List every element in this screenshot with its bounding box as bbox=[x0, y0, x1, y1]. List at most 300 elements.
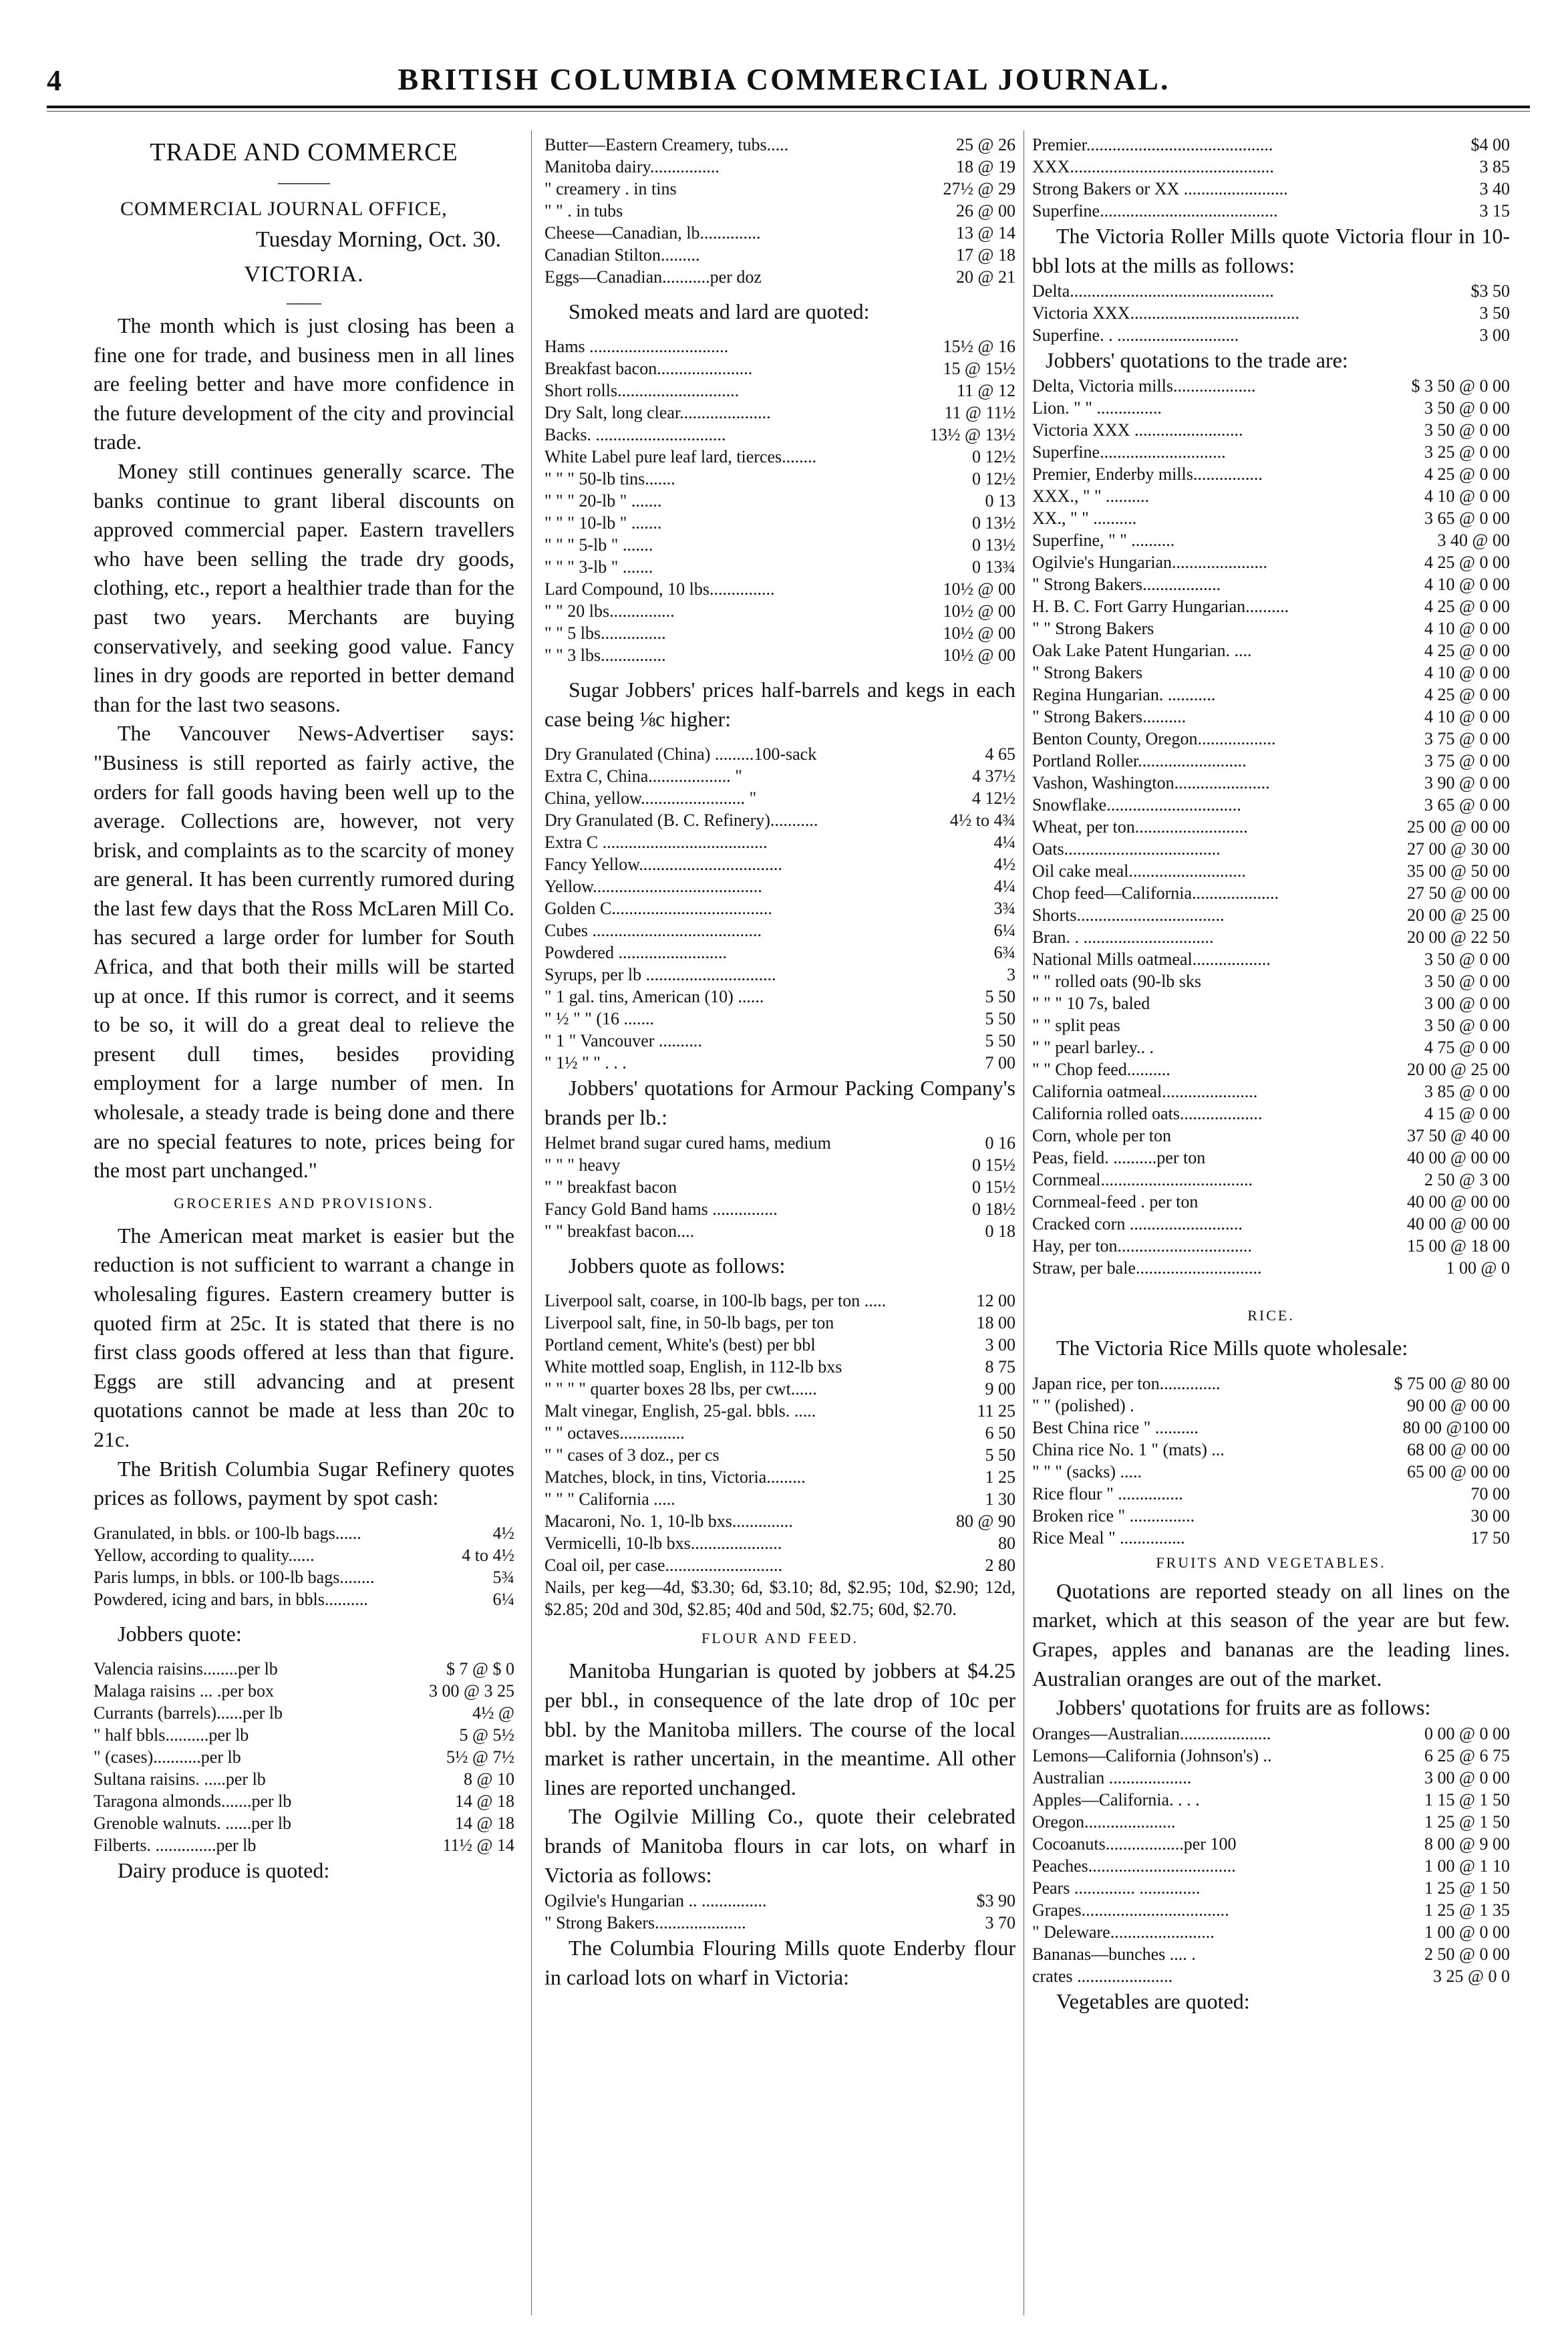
item-price: 1 25 @ 1 50 bbox=[1424, 1878, 1510, 1898]
price-row bbox=[544, 244, 1015, 266]
item-label: " " " heavy bbox=[544, 1155, 621, 1175]
item-price: 2 50 @ 3 00 bbox=[1424, 1170, 1510, 1190]
item-price: 13 @ 14 bbox=[956, 223, 1015, 243]
item-price: 0 12½ bbox=[972, 469, 1015, 488]
item-price: 15 00 @ 18 00 bbox=[1407, 1236, 1510, 1256]
rice-heading: RICE. bbox=[1247, 1307, 1295, 1324]
enderby-price-list bbox=[1032, 134, 1510, 222]
item-price: 6¼ bbox=[492, 1589, 514, 1609]
item-price: 35 00 @ 50 00 bbox=[1407, 861, 1510, 881]
item-price: 10½ @ 00 bbox=[943, 601, 1015, 621]
sugar-price-list bbox=[544, 743, 1015, 1074]
item-label: Australian ................... bbox=[1032, 1767, 1192, 1787]
item-price: 18 @ 19 bbox=[956, 157, 1015, 176]
item-label: " " 3 lbs............... bbox=[544, 645, 666, 665]
price-row bbox=[1032, 375, 1510, 397]
groceries-body bbox=[94, 1221, 514, 1513]
item-label: " " 20 lbs............... bbox=[544, 601, 675, 621]
item-label: " Deleware........................ bbox=[1032, 1922, 1215, 1942]
price-row bbox=[544, 964, 1015, 986]
dairy-price-list bbox=[544, 134, 1015, 288]
price-row bbox=[1032, 794, 1510, 816]
item-price: 20 00 @ 25 00 bbox=[1407, 1060, 1510, 1080]
item-label: Cubes ....................................... bbox=[544, 921, 762, 941]
item-label: Wheat, per ton.......................... bbox=[1032, 817, 1248, 837]
item-label: Vermicelli, 10-lb bxs..................... bbox=[544, 1534, 782, 1554]
item-price: 2 50 @ 0 00 bbox=[1424, 1944, 1510, 1964]
item-label: Helmet brand sugar cured hams, medium bbox=[544, 1133, 831, 1153]
price-row bbox=[94, 1790, 514, 1812]
price-row bbox=[1032, 1103, 1510, 1125]
price-row bbox=[94, 1834, 514, 1856]
item-label: Straw, per bale............................. bbox=[1032, 1258, 1262, 1278]
item-label: " " 5 lbs............... bbox=[544, 623, 666, 643]
nails-line: Nails, per keg—4d, $3.30; 6d, $3.10; 8d, $2.95; 10d, $2.90; 12d, $2.85; 20d and 30d, $2.85; 40d and 50d, $2.75; 60d, $2.70. bbox=[544, 1578, 1015, 1620]
misc-price-list bbox=[544, 1290, 1015, 1576]
item-price: 7 00 bbox=[985, 1053, 1015, 1073]
item-price: 3 70 bbox=[985, 1913, 1015, 1933]
item-label: Japan rice, per ton.............. bbox=[1032, 1373, 1221, 1393]
price-row bbox=[1032, 507, 1510, 529]
columbia-lead: The Columbia Flouring Mills quote Enderby flour in carload lots on wharf in Victoria: bbox=[544, 1936, 1015, 1989]
item-label: Sultana raisins. .....per lb bbox=[94, 1769, 266, 1789]
price-row bbox=[1032, 485, 1510, 507]
price-row bbox=[1032, 1745, 1510, 1767]
item-price: 4½ bbox=[993, 855, 1015, 875]
item-label: Chop feed—California.................... bbox=[1032, 883, 1279, 903]
item-price: 3 50 @ 0 00 bbox=[1424, 1016, 1510, 1036]
item-price: 6 50 bbox=[985, 1423, 1015, 1443]
price-row bbox=[1032, 178, 1510, 200]
price-row bbox=[544, 446, 1015, 468]
item-price: 4 65 bbox=[985, 744, 1015, 764]
item-label: " half bbls..........per lb bbox=[94, 1725, 249, 1745]
price-row bbox=[544, 578, 1015, 600]
groceries-heading: GROCERIES AND PROVISIONS. bbox=[174, 1194, 434, 1211]
item-label: crates ...................... bbox=[1032, 1966, 1173, 1986]
price-row bbox=[94, 1588, 514, 1610]
price-row bbox=[544, 644, 1015, 666]
price-row bbox=[1032, 1943, 1510, 1965]
item-price: 14 @ 18 bbox=[455, 1791, 514, 1811]
item-label: Backs. .............................. bbox=[544, 425, 726, 444]
item-price: 3 50 bbox=[1479, 303, 1510, 323]
item-label: Strong Bakers or XX ........................ bbox=[1032, 179, 1288, 198]
item-label: " " (polished) . bbox=[1032, 1395, 1134, 1415]
item-price: 11 @ 11½ bbox=[944, 403, 1015, 422]
item-label: Eggs—Canadian...........per doz bbox=[544, 267, 762, 287]
price-row bbox=[1032, 1965, 1510, 1987]
item-label: Macaroni, No. 1, 10-lb bxs.............. bbox=[544, 1511, 793, 1532]
item-label: Filberts. ..............per lb bbox=[94, 1835, 257, 1855]
item-price: 3 50 @ 0 00 bbox=[1424, 398, 1510, 418]
item-price: 11 @ 12 bbox=[957, 381, 1015, 400]
price-row bbox=[544, 787, 1015, 809]
item-price: 40 00 @ 00 00 bbox=[1407, 1214, 1510, 1234]
item-price: 5½ @ 7½ bbox=[446, 1747, 514, 1767]
price-row bbox=[94, 1658, 514, 1680]
item-price: 4 25 @ 0 00 bbox=[1424, 685, 1510, 705]
item-price: 4 75 @ 0 00 bbox=[1424, 1038, 1510, 1058]
price-row bbox=[544, 1378, 1015, 1400]
price-row bbox=[1032, 1417, 1510, 1439]
trade-price-list bbox=[1032, 375, 1510, 1279]
dairy-lead: Dairy produce is quoted: bbox=[118, 1858, 330, 1882]
price-row bbox=[544, 1132, 1015, 1154]
paragraph: The Vancouver News-Advertiser says: "Business is still reported as fairly active, the orders for fall goods having been well up to the average. Collections are, however, not very brisk, and complaints as to the scarcity of money are general. It has been currently rumored during the last few days that the Ross McLaren Mill Co. has secured a large order for lumber for South Africa, and that both their mills will be started up at once. If this rumor is correct, and it seems to be so, it will do a great deal to relieve the present dull times, besides providing employment for a large number of men. In wholesale, a steady trade is being done and there are no special features to note, prices being for the most part unchanged." bbox=[94, 721, 514, 1183]
price-row bbox=[1032, 1372, 1510, 1395]
item-label: " " breakfast bacon.... bbox=[544, 1221, 695, 1242]
item-label: Syrups, per lb .............................. bbox=[544, 965, 776, 985]
price-row bbox=[544, 919, 1015, 941]
item-label: " 1½ " " . . . bbox=[544, 1053, 627, 1073]
item-label: Butter—Eastern Creamery, tubs..... bbox=[544, 135, 789, 154]
price-row bbox=[1032, 573, 1510, 595]
paragraph: Jobbers' quotations for fruits are as follows: bbox=[1056, 1695, 1431, 1720]
item-label: Fancy Gold Band hams ............... bbox=[544, 1199, 778, 1219]
price-row bbox=[1032, 200, 1510, 222]
price-row bbox=[544, 809, 1015, 831]
item-label: Breakfast bacon...................... bbox=[544, 359, 753, 378]
price-row bbox=[544, 1312, 1015, 1334]
item-price: 8 @ 10 bbox=[464, 1769, 514, 1789]
item-price: 4½ @ bbox=[472, 1703, 514, 1723]
price-row bbox=[1032, 1811, 1510, 1833]
price-row bbox=[1032, 551, 1510, 573]
column-divider bbox=[531, 130, 532, 2315]
city-heading: VICTORIA. bbox=[244, 262, 364, 287]
price-row bbox=[544, 490, 1015, 512]
item-label: Fancy Yellow................................. bbox=[544, 855, 782, 875]
item-price: 4 to 4½ bbox=[462, 1545, 514, 1565]
item-label: Hams ................................ bbox=[544, 337, 729, 356]
price-row bbox=[1032, 1036, 1510, 1058]
item-price: 10½ @ 00 bbox=[943, 645, 1015, 665]
item-price: 3 85 bbox=[1479, 157, 1510, 176]
item-price: 14 @ 18 bbox=[455, 1813, 514, 1833]
price-row bbox=[94, 1544, 514, 1566]
price-row bbox=[1032, 948, 1510, 970]
price-row bbox=[544, 765, 1015, 787]
price-row bbox=[1032, 1213, 1510, 1235]
price-row bbox=[544, 1176, 1015, 1198]
paragraph: The British Columbia Sugar Refinery quotes prices as follows, payment by spot cash: bbox=[94, 1456, 514, 1510]
price-row bbox=[1032, 904, 1510, 926]
item-label: Cocoanuts..................per 100 bbox=[1032, 1834, 1237, 1854]
item-label: Superfine, " " .......... bbox=[1032, 531, 1175, 551]
item-label: " " " 20-lb " ....... bbox=[544, 491, 662, 511]
rice-price-list bbox=[1032, 1372, 1510, 1549]
item-label: Snowflake............................... bbox=[1032, 795, 1241, 815]
item-label: " " " California ..... bbox=[544, 1489, 675, 1509]
item-label: China, yellow........................ " bbox=[544, 788, 757, 809]
item-price: 4½ to 4¾ bbox=[949, 811, 1015, 831]
price-row bbox=[544, 1554, 1015, 1576]
item-price: 4 25 @ 0 00 bbox=[1424, 464, 1510, 484]
item-price: 10½ @ 00 bbox=[943, 623, 1015, 643]
item-label: Broken rice " ............... bbox=[1032, 1505, 1195, 1525]
item-label: " " " 3-lb " ....... bbox=[544, 557, 653, 577]
item-price: 13½ @ 13½ bbox=[930, 425, 1015, 444]
item-price: 0 12½ bbox=[972, 447, 1015, 466]
divider: —— bbox=[287, 293, 321, 312]
item-label: Superfine......................................... bbox=[1032, 201, 1278, 221]
item-label: Manitoba dairy................ bbox=[544, 157, 720, 176]
item-label: Oak Lake Patent Hungarian. .... bbox=[1032, 641, 1252, 661]
item-label: Canadian Stilton......... bbox=[544, 245, 700, 265]
item-price: 3 25 @ 0 0 bbox=[1433, 1966, 1510, 1986]
item-price: 40 00 @ 00 00 bbox=[1407, 1192, 1510, 1212]
item-price: 0 13½ bbox=[972, 513, 1015, 533]
price-row bbox=[94, 1812, 514, 1834]
paragraph: Manitoba Hungarian is quoted by jobbers at $4.25 per bbl., in consequence of the late drop of 10c per bbl. by the Manitoba millers. The course of the local market is rather uncertain, in the meantime. All other lines are reported unchanged. bbox=[544, 1658, 1015, 1799]
divider: ——— bbox=[278, 172, 330, 192]
price-row bbox=[544, 600, 1015, 622]
price-row bbox=[1032, 1439, 1510, 1461]
item-label: Cracked corn .......................... bbox=[1032, 1214, 1243, 1234]
item-price: 3 40 @ 00 bbox=[1437, 531, 1510, 551]
price-row bbox=[544, 1220, 1015, 1242]
item-label: Liverpool salt, fine, in 50-lb bags, per ton bbox=[544, 1313, 834, 1333]
price-row bbox=[1032, 1058, 1510, 1080]
item-price: 25 @ 26 bbox=[956, 135, 1015, 154]
item-label: " " pearl barley.. . bbox=[1032, 1038, 1154, 1058]
item-label: Premier, Enderby mills................ bbox=[1032, 464, 1263, 484]
item-label: Superfine. . ............................ bbox=[1032, 325, 1239, 345]
price-row bbox=[1032, 302, 1510, 324]
item-label: " " " 50-lb tins....... bbox=[544, 469, 675, 488]
smoked-lead: Smoked meats and lard are quoted: bbox=[569, 299, 870, 323]
sugar-refinery-list bbox=[94, 1522, 514, 1610]
item-price: 4 10 @ 0 00 bbox=[1424, 663, 1510, 683]
price-row bbox=[1032, 992, 1510, 1014]
fruits-heading: FRUITS AND VEGETABLES. bbox=[1156, 1554, 1386, 1571]
item-price: 26 @ 00 bbox=[956, 201, 1015, 221]
masthead: BRITISH COLUMBIA COMMERCIAL JOURNAL. bbox=[398, 62, 1170, 96]
item-price: 17 @ 18 bbox=[956, 245, 1015, 265]
item-label: Portland Roller......................... bbox=[1032, 751, 1247, 771]
item-label: Rice Meal " ............... bbox=[1032, 1527, 1185, 1548]
price-row bbox=[544, 853, 1015, 875]
price-row bbox=[94, 1746, 514, 1768]
item-price: 1 25 bbox=[985, 1467, 1015, 1487]
item-label: Paris lumps, in bbls. or 100-lb bags........ bbox=[94, 1567, 375, 1587]
price-row bbox=[544, 1334, 1015, 1356]
item-label: Liverpool salt, coarse, in 100-lb bags, per ton ..... bbox=[544, 1291, 887, 1311]
item-label: Malaga raisins ... .per box bbox=[94, 1681, 275, 1701]
item-price: 25 00 @ 00 00 bbox=[1407, 817, 1510, 837]
item-label: XXX............................................... bbox=[1032, 157, 1274, 176]
item-label: Victoria XXX ......................... bbox=[1032, 420, 1243, 440]
item-price: 3 00 bbox=[985, 1335, 1015, 1355]
price-row bbox=[544, 622, 1015, 644]
price-row bbox=[1032, 706, 1510, 728]
ogilvie-price-list bbox=[544, 1890, 1015, 1934]
item-price: 9 00 bbox=[985, 1379, 1015, 1399]
item-price: 0 13¾ bbox=[972, 557, 1015, 577]
item-label: " " cases of 3 doz., per cs bbox=[544, 1445, 720, 1465]
item-label: Valencia raisins........per lb bbox=[94, 1658, 278, 1679]
jobbers-lead: Jobbers quote as follows: bbox=[569, 1254, 786, 1278]
item-price: 1 30 bbox=[985, 1489, 1015, 1509]
item-label: " " . in tubs bbox=[544, 201, 623, 221]
price-row bbox=[544, 1510, 1015, 1532]
item-label: Ogilvie's Hungarian .. ............... bbox=[544, 1891, 767, 1911]
item-price: $ 7 @ $ 0 bbox=[446, 1658, 514, 1679]
price-row bbox=[544, 1488, 1015, 1510]
item-price: 3 00 @ 0 00 bbox=[1424, 1767, 1510, 1787]
item-price: 27 00 @ 30 00 bbox=[1407, 839, 1510, 859]
price-row bbox=[544, 1356, 1015, 1378]
price-row bbox=[1032, 662, 1510, 684]
price-row bbox=[544, 512, 1015, 534]
item-price: 10½ @ 00 bbox=[943, 579, 1015, 599]
price-row bbox=[544, 1532, 1015, 1554]
item-label: Bran. . .............................. bbox=[1032, 927, 1214, 948]
paragraph: The American meat market is easier but the reduction is not sufficient to warrant a change in wholesaling figures. Eastern creamery butter is quoted firm at 25c. It is stated that there is no first class goods offered at less than that figure. Eggs are still advancing and at present quotations cannot be made at less than 20c to 21c. bbox=[94, 1223, 514, 1451]
paragraph: The month which is just closing has been a fine one for trade, and business men in all lines are feeling better and have more confidence in the future development of the city and provincial trade. bbox=[94, 313, 514, 454]
item-label: White mottled soap, English, in 112-lb bxs bbox=[544, 1357, 842, 1377]
item-price: 0 15½ bbox=[972, 1155, 1015, 1175]
item-price: 3 65 @ 0 00 bbox=[1424, 795, 1510, 815]
flour-body bbox=[544, 1656, 1015, 1890]
item-price: 11 25 bbox=[977, 1401, 1015, 1421]
price-row bbox=[544, 357, 1015, 380]
item-price: 6¼ bbox=[993, 921, 1015, 941]
item-price: 4 10 @ 0 00 bbox=[1424, 619, 1510, 639]
item-price: 0 16 bbox=[985, 1133, 1015, 1153]
item-label: Dry Granulated (B. C. Refinery)........... bbox=[544, 811, 818, 831]
item-price: 3 50 @ 0 00 bbox=[1424, 972, 1510, 992]
item-label: Best China rice " .......... bbox=[1032, 1417, 1199, 1437]
item-label: Yellow, according to quality...... bbox=[94, 1545, 315, 1565]
vegetables-lead: Vegetables are quoted: bbox=[1056, 1989, 1250, 2013]
price-row bbox=[544, 200, 1015, 222]
price-row bbox=[544, 335, 1015, 357]
item-price: 3 75 @ 0 00 bbox=[1424, 729, 1510, 749]
item-label: White Label pure leaf lard, tierces........ bbox=[544, 447, 817, 466]
item-price: 27 50 @ 00 00 bbox=[1407, 883, 1510, 903]
item-price: 3 90 @ 0 00 bbox=[1424, 773, 1510, 793]
item-price: 3 50 @ 0 00 bbox=[1424, 420, 1510, 440]
item-price: 3 00 bbox=[1479, 325, 1510, 345]
item-label: Peas, field. ..........per ton bbox=[1032, 1148, 1206, 1168]
item-price: 4 25 @ 0 00 bbox=[1424, 641, 1510, 661]
price-row bbox=[1032, 1527, 1510, 1549]
item-price: 1 00 @ 0 bbox=[1446, 1258, 1510, 1278]
price-row bbox=[1032, 728, 1510, 750]
price-row bbox=[544, 468, 1015, 490]
price-row bbox=[1032, 1899, 1510, 1921]
price-row bbox=[1032, 324, 1510, 346]
price-row bbox=[1032, 156, 1510, 178]
victoria-roller-lead: The Victoria Roller Mills quote Victoria flour in 10-bbl lots at the mills as follows: bbox=[1032, 224, 1510, 277]
jobbers-price-list bbox=[94, 1658, 514, 1856]
price-row bbox=[1032, 617, 1510, 639]
item-price: 1 15 @ 1 50 bbox=[1424, 1789, 1510, 1809]
item-label: Extra C, China................... " bbox=[544, 766, 742, 786]
header-rule-thin bbox=[47, 111, 1530, 112]
price-row bbox=[544, 534, 1015, 556]
item-price: 1 25 @ 1 35 bbox=[1424, 1900, 1510, 1920]
item-price: 5 50 bbox=[985, 1445, 1015, 1465]
item-price: 80 00 @100 00 bbox=[1402, 1417, 1510, 1437]
item-label: " " " 5-lb " ....... bbox=[544, 535, 653, 555]
item-price: $3 50 bbox=[1470, 281, 1510, 301]
item-label: " " Chop feed.......... bbox=[1032, 1060, 1170, 1080]
item-label: " " split peas bbox=[1032, 1016, 1120, 1036]
item-label: " (cases)...........per lb bbox=[94, 1747, 241, 1767]
price-row bbox=[544, 743, 1015, 765]
fruits-body bbox=[1032, 1577, 1510, 1723]
item-label: Regina Hungarian. ........... bbox=[1032, 685, 1216, 705]
item-label: Grenoble walnuts. ......per lb bbox=[94, 1813, 292, 1833]
item-price: 18 00 bbox=[976, 1313, 1015, 1333]
item-price: 20 @ 21 bbox=[956, 267, 1015, 287]
paragraph: Quotations are reported steady on all lines on the market, which at this season of the year are but few. Grapes, apples and bananas are the leading lines. Australian oranges are out of the market. bbox=[1032, 1578, 1510, 1691]
column-1 bbox=[94, 134, 514, 2317]
item-price: 65 00 @ 00 00 bbox=[1407, 1461, 1510, 1481]
price-row bbox=[1032, 1257, 1510, 1279]
item-price: 4 10 @ 0 00 bbox=[1424, 575, 1510, 595]
item-price: 90 00 @ 00 00 bbox=[1407, 1395, 1510, 1415]
item-label: California rolled oats................... bbox=[1032, 1104, 1263, 1124]
item-price: 5 50 bbox=[985, 1031, 1015, 1051]
item-label: " " Strong Bakers bbox=[1032, 619, 1154, 639]
price-row bbox=[94, 1680, 514, 1702]
column-3 bbox=[1032, 134, 1510, 2317]
item-label: China rice No. 1 " (mats) ... bbox=[1032, 1439, 1225, 1459]
item-label: Ogilvie's Hungarian...................... bbox=[1032, 553, 1268, 573]
item-price: 1 25 @ 1 50 bbox=[1424, 1811, 1510, 1832]
item-price: 5 @ 5½ bbox=[459, 1725, 514, 1745]
item-label: Lion. " " ............... bbox=[1032, 398, 1162, 418]
item-label: " Strong Bakers bbox=[1032, 663, 1143, 683]
item-label: " " " 10 7s, baled bbox=[1032, 994, 1150, 1014]
price-row bbox=[1032, 1014, 1510, 1036]
item-label: Coal oil, per case........................... bbox=[544, 1556, 782, 1576]
item-label: " " breakfast bacon bbox=[544, 1177, 677, 1197]
price-row bbox=[94, 1566, 514, 1588]
item-price: 80 @ 90 bbox=[956, 1511, 1015, 1532]
price-row bbox=[1032, 1080, 1510, 1103]
item-price: 3 25 @ 0 00 bbox=[1424, 442, 1510, 462]
item-label: " creamery . in tins bbox=[544, 179, 677, 198]
price-row bbox=[94, 1702, 514, 1724]
item-price: $3 90 bbox=[976, 1891, 1015, 1911]
price-row bbox=[544, 1290, 1015, 1312]
item-price: 40 00 @ 00 00 bbox=[1407, 1148, 1510, 1168]
item-label: Matches, block, in tins, Victoria......... bbox=[544, 1467, 806, 1487]
item-price: 3 75 @ 0 00 bbox=[1424, 751, 1510, 771]
item-price: 15½ @ 16 bbox=[943, 337, 1015, 356]
item-price: 3 15 bbox=[1479, 201, 1510, 221]
item-price: 37 50 @ 40 00 bbox=[1407, 1126, 1510, 1146]
item-label: Dry Salt, long clear..................... bbox=[544, 403, 771, 422]
price-row bbox=[544, 1444, 1015, 1466]
item-price: 4 10 @ 0 00 bbox=[1424, 707, 1510, 727]
item-label: Vashon, Washington...................... bbox=[1032, 773, 1270, 793]
item-price: 4¼ bbox=[993, 833, 1015, 853]
item-price: 0 00 @ 0 00 bbox=[1424, 1723, 1510, 1743]
item-label: " " " (sacks) ..... bbox=[1032, 1461, 1142, 1481]
item-label: " " " " quarter boxes 28 lbs, per cwt...... bbox=[544, 1379, 817, 1399]
price-row bbox=[1032, 1235, 1510, 1257]
price-row bbox=[1032, 463, 1510, 485]
item-price: 4 37½ bbox=[972, 766, 1015, 786]
price-row bbox=[1032, 595, 1510, 617]
item-label: " Strong Bakers.......... bbox=[1032, 707, 1187, 727]
